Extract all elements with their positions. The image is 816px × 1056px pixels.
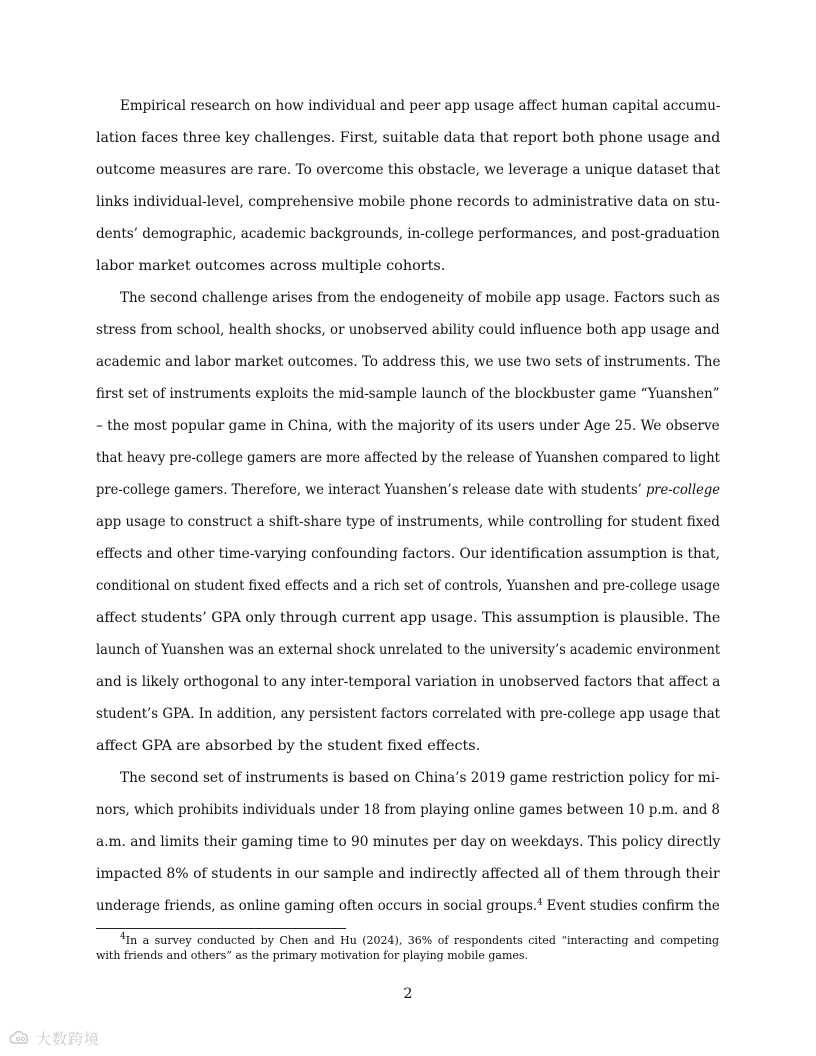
footnote-marker: 4 xyxy=(120,932,126,942)
watermark-text: 大数跨境 xyxy=(36,1029,101,1048)
paragraph-1-line-4: links individual-level, comprehensive mobile phone records to administrative data on stu- xyxy=(96,194,721,210)
paragraph-2-line-11: affect students’ GPA only through current app usage. This assumption is plausible. The xyxy=(96,610,721,626)
paragraph-1-line-6: labor market outcomes across multiple cohorts. xyxy=(96,258,446,274)
paragraph-2-line-2: stress from school, health shocks, or unobserved ability could influence both app usage and xyxy=(96,322,720,338)
paragraph-2-line-10: conditional on student fixed effects and a rich set of controls, Yuanshen and pre-college usage xyxy=(96,578,720,594)
paragraph-1-line-3: outcome measures are rare. To overcome this obstacle, we leverage a unique dataset that xyxy=(96,162,721,178)
paragraph-3-line-3: a.m. and limits their gaming time to 90 minutes per day on weekdays. This policy directly xyxy=(96,834,721,850)
paragraph-2-line-14: student’s GPA. In addition, any persistent factors correlated with pre-college app usage that xyxy=(96,706,720,722)
paragraph-1-line-1: Empirical research on how individual and peer app usage affect human capital accumu- xyxy=(120,98,721,114)
footnote-reference: 4 xyxy=(537,898,543,908)
paragraph-2-line-12: launch of Yuanshen was an external shock unrelated to the university’s academic environment xyxy=(96,642,721,658)
footnote-line-2: with friends and others” as the primary motivation for playing mobile games. xyxy=(96,949,529,962)
paragraph-2-line-4: first set of instruments exploits the mid-sample launch of the blockbuster game “Yuanshen” xyxy=(96,386,720,402)
paragraph-2-line-7-text: pre-college gamers. Therefore, we interact Yuanshen’s release date with students’ xyxy=(96,482,646,498)
paragraph-3-line-2: nors, which prohibits individuals under 18 from playing online games between 10 p.m. and 8 xyxy=(96,802,720,818)
paragraph-2-line-5: – the most popular game in China, with the majority of its users under Age 25. We observe xyxy=(96,418,720,434)
paragraph-2-line-15: affect GPA are absorbed by the student fixed effects. xyxy=(96,738,481,754)
paragraph-2-line-9: effects and other time-varying confounding factors. Our identification assumption is that, xyxy=(96,546,720,562)
paragraph-2-line-3: academic and labor market outcomes. To address this, we use two sets of instruments. The xyxy=(96,354,721,370)
paragraph-2-line-8: app usage to construct a shift-share type of instruments, while controlling for student fixed xyxy=(96,514,720,530)
paragraph-2-line-1: The second challenge arises from the endogeneity of mobile app usage. Factors such as xyxy=(120,290,720,306)
page-number: 2 xyxy=(403,986,413,1002)
paragraph-1-line-5: dents’ demographic, academic backgrounds, in-college performances, and post-graduation xyxy=(96,226,720,242)
paragraph-2-line-6: that heavy pre-college gamers are more affected by the release of Yuanshen compared to light xyxy=(96,450,720,466)
paragraph-2-line-7 xyxy=(96,481,720,499)
footnote-text-1: In a survey conducted by Chen and Hu (2024), 36% of respondents cited “interacting and competing xyxy=(125,934,719,947)
italic-term: pre-college xyxy=(645,482,720,498)
paragraph-2-line-13: and is likely orthogonal to any inter-temporal variation in unobserved factors that affect a xyxy=(96,674,721,690)
paragraph-1-line-2: lation faces three key challenges. First, suitable data that report both phone usage and xyxy=(96,130,721,146)
paragraph-3-line-5-text: underage friends, as online gaming often occurs in social groups. xyxy=(96,898,538,914)
footnote-divider xyxy=(96,928,346,929)
watermark xyxy=(8,1028,100,1048)
paragraph-3-line-1: The second set of instruments is based on China’s 2019 game restriction policy for mi- xyxy=(120,770,720,786)
footnote-line-1 xyxy=(120,934,719,948)
paragraph-3-line-5 xyxy=(96,897,720,915)
paragraph-3-line-5-tail: Event studies confirm the xyxy=(542,898,720,914)
paragraph-3-line-4: impacted 8% of students in our sample and indirectly affected all of them through their xyxy=(96,866,720,882)
cloud-logo-icon xyxy=(8,1030,32,1046)
